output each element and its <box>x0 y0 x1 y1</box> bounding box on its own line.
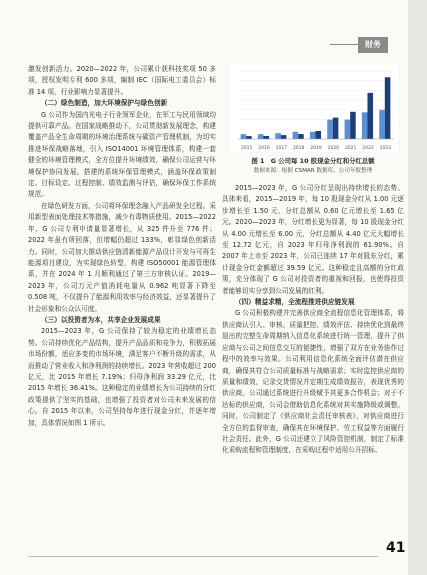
section-label: 财务 <box>358 37 388 53</box>
heading-supply-chain: （四）精益求精，全流程推进供应链发展 <box>235 298 355 307</box>
bar-per-10-shares <box>293 132 299 139</box>
bar-per-10-shares <box>327 120 333 139</box>
heading-green-manufacturing: （二）绿色制造，加大环境保护与绿色创新 <box>41 99 168 108</box>
chart-caption: 图 1 G 公司每 10 股现金分红和分红总额 <box>251 157 375 165</box>
x-tick-label: 2017 <box>275 146 288 151</box>
bar-total-dividend <box>298 134 304 139</box>
x-tick-label: 2016 <box>258 146 270 151</box>
bar-total-dividend <box>315 131 321 139</box>
paragraph-supply-chain: G 公司积极构建并完善供应商全流程信息化管理体系，将供应商认引入、审核、质量把控、绩效评估、持续优化到最终退出的完整生命周期纳入信息化系统进行统一管理，提升了供应商与公司之间信息交互的便捷性，增强了双方在业务协作过程中的效率与效果。公司利用信息化系统全面评估潜在供应商，确保其符合公司质量标准与战略需求；实时监控供应商的质量和绩效，记录交货情况并定期生成绩效报告，表现优秀的供应商，公司通过系统进行升级赋予其更多合作机会；对于不达标的供应商，公司会借助信息化系统对其实施降级或调整。同时，公司制定了《供应商社会责任审核表》，对供应商进行全方位的监督审查，确保其在环境保护、劳工权益等方面履行社会责任。此外，G 公司还建立了风险管控机制，制定了标准化采购流程和管理制度，在采购过程中适用公开招标、 <box>222 309 404 455</box>
bar-per-10-shares <box>275 133 281 139</box>
bar-per-10-shares <box>258 134 264 139</box>
paragraph-green-2: 在绿色研发方面，公司将环保理念融入产品研发全过程。采用新型表面处理技术等措施，减少有毒物质使用。2015—2022 年，G 公司专利申请量显著增长，从 325 件升至 776 件；2022 年虽有所回落，但增幅仍超过 133%，彰显绿色创新活力。同时，公司加大推动供应链清新能源产品设计开发与可再生能源项目建设，为实现绿色转型，构建 ISO50001 能源管理体系，并在 2024 年 1 月顺利通过了第三方审核认证。2019—2023 年，公司万元产值消耗电量从 0.962 吨显著下降至 0.508 吨，不仅提升了能源利用效率与经济效益，还显著提升了社会形象和公众认可度。 <box>28 201 216 313</box>
dividend-chart-svg <box>228 63 400 153</box>
right-column <box>222 183 404 457</box>
bar-total-dividend <box>350 112 356 139</box>
left-column <box>28 64 216 429</box>
x-tick-label: 2023 <box>379 146 392 151</box>
page-number: 41 <box>386 540 406 556</box>
bar-total-dividend <box>263 136 269 139</box>
bar-total-dividend <box>246 136 252 139</box>
x-tick-label: 2020 <box>327 146 340 151</box>
paragraph-intro: 激发创新活力。2020—2022 年，公司累计获科技奖项 50 多项，授权发明专利 600 多项，编制 IEC（国际电工委员会）标准 14 项，行业影响力显著提升。 <box>28 65 216 96</box>
x-tick-label: 2019 <box>310 146 322 151</box>
bar-per-10-shares <box>362 112 368 139</box>
bar-total-dividend <box>385 77 391 139</box>
x-tick-label: 2015 <box>240 146 253 151</box>
page-edge-strip <box>408 0 427 575</box>
bar-total-dividend <box>333 118 339 139</box>
footer-rule <box>28 556 378 557</box>
paragraph-dividend: 2015—2023 年，G 公司分红呈现出持续增长的态势。具体来看，2015—2019 年，每 10 股现金分红从 1.00 元逐步增长至 1.50 元，分红总额从 0.60 亿元增长至 1.65 亿元。2020—2023 年，分红增长更为显著，每 10 股现金分红从 4.00 元增长至 6.00 元，分红总额从 4.40 亿元大幅增长至 12.72 亿元，自 2023 年归母净利润的 61.90%。自 2007 年上市至 2023 年，公司已连续 17 年对股东分红，累计现金分红金额超过 39.59 亿元。这种稳定且高额的分红政策，充分体现了 G 公司对投资者的重视和回报，也使得投资者能够切实分享到公司发展的红利。 <box>222 184 404 295</box>
chart-caption-block <box>222 156 404 176</box>
bar-per-10-shares <box>345 120 351 139</box>
x-tick-label: 2022 <box>362 146 374 151</box>
x-tick-label: 2018 <box>292 146 305 151</box>
chart-source: 数据来源：根据 CSMAR 数据库、公司年报整理 <box>253 168 373 174</box>
bar-total-dividend <box>281 135 287 139</box>
paragraph-green-1: G 公司作为国内光电子行业领军企业，在军工与民用领域均提供可靠产品。在国家战略推动下，公司贯彻新发展理念，构建覆盖产品全生命周期的环境治理系统与碳资产管理机制，为切实推进环保战略落地，引入 ISO14001 环境管理体系，构建一套健全的环境管理模式，全方位提升环境绩效，确保公司运营与环境保护协同发展。搭建的系统环保管理模式，涵盖环保政策制定、目标设定、过程控制、绩效监测与评估，确保环保工作系统规范。 <box>28 110 216 199</box>
x-tick-label: 2021 <box>344 146 357 151</box>
bar-total-dividend <box>367 93 373 139</box>
heading-investor: （三）以投资者为本，共享企业发展成果 <box>41 315 161 324</box>
bar-per-10-shares <box>310 132 316 139</box>
paragraph-investor: 2015—2023 年，G 公司保持了较为稳定的业绩增长态势。公司持续优化产品结构，提升产品品质和竞争力，积极拓展市场份额，适应多变的市场环境，满足客户不断升级的需求，从而推动了营业收入和净利润的持续增长。2023 年营收超过 200 亿元，比 2015 年增长 7.19%；归母净利润 33.29 亿元，比 2015 年增长 36.41%。这种稳定的业绩增长为公司持续的分红政策提供了坚实的基础，也增强了投资者对公司未来发展的信心。自 2015 年以来，公司坚持每年进行现金分红，并逐年增加，具体情况如图 1 所示。 <box>28 327 216 427</box>
dividend-chart <box>228 63 400 153</box>
bar-per-10-shares <box>379 110 385 139</box>
bar-per-10-shares <box>241 134 247 139</box>
section-tag-rule <box>330 44 358 45</box>
